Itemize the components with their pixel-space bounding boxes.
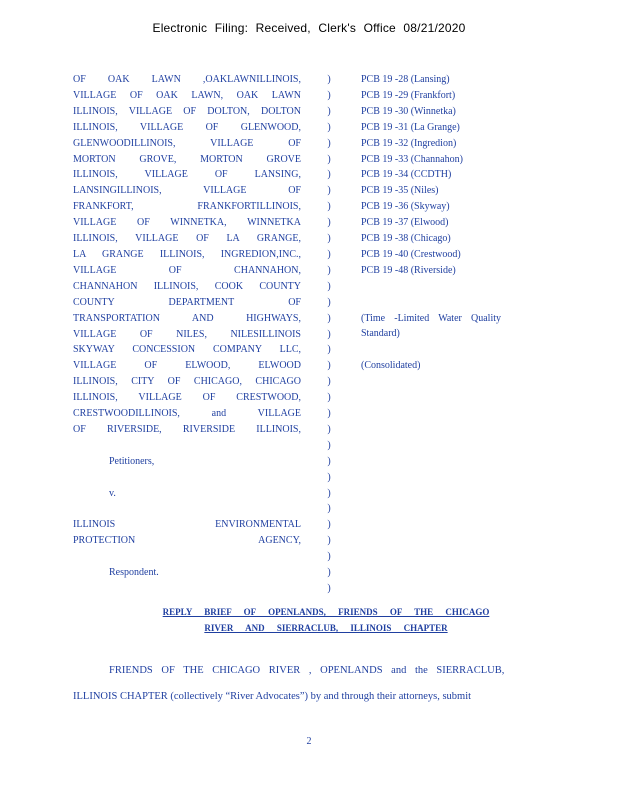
caption-paren: ) [327, 169, 331, 181]
caption-line: TRANSPORTATION AND HIGHWAYS, [73, 312, 301, 324]
case-number: PCB 19 -37 (Elwood) [361, 217, 449, 229]
respondent-name-line: ILLINOIS ENVIRONMENTAL [73, 519, 301, 531]
caption-line: ILLINOIS, VILLAGE OF LA GRANGE, [73, 233, 301, 245]
case-number: PCB 19 -28 (Lansing) [361, 74, 450, 85]
case-caption-parties [73, 72, 301, 581]
caption-paren: ) [327, 89, 331, 101]
petitioners-label: Petitioners, [109, 455, 155, 467]
caption-line: OF RIVERSIDE, RIVERSIDE ILLINOIS, [73, 423, 301, 435]
versus-label: v. [109, 487, 116, 499]
caption-line: LANSINGILLINOIS, VILLAGE OF [73, 185, 301, 197]
caption-paren: ) [327, 567, 331, 579]
case-number: PCB 19 -40 (Crestwood) [361, 248, 461, 260]
paragraph-first-line: FRIENDS OF THE CHICAGO RIVER , OPENLANDS and the SIERRACLUB, [109, 665, 505, 676]
caption-paren: ) [327, 121, 331, 133]
caption-line: ILLINOIS, VILLAGE OF LANSING, [73, 169, 301, 181]
caption-paren: ) [327, 153, 331, 165]
caption-paren: ) [327, 583, 331, 594]
case-number: PCB 19 -36 (Skyway) [361, 201, 450, 213]
caption-paren: ) [327, 233, 331, 245]
caption-line: VILLAGE OF CHANNAHON, [73, 264, 301, 276]
caption-paren: ) [327, 312, 331, 324]
page-number: 2 [306, 736, 312, 747]
caption-paren: ) [327, 408, 331, 420]
title-line-2: RIVER AND SIERRACLUB, ILLINOIS CHAPTER [204, 623, 448, 633]
caption-paren: ) [327, 471, 331, 483]
caption-line: ILLINOIS, CITY OF CHICAGO, CHICAGO [73, 376, 301, 388]
caption-paren: ) [327, 503, 331, 515]
caption-line: LA GRANGE ILLINOIS, INGREDION,INC., [73, 248, 301, 260]
caption-paren: ) [327, 519, 331, 531]
document-title [152, 604, 500, 636]
caption-line: FRANKFORT, FRANKFORTILLINOIS, [73, 201, 301, 213]
title-line-1: REPLY BRIEF OF OPENLANDS, FRIENDS OF THE CHICAGO [162, 607, 490, 617]
body-paragraph [73, 658, 533, 710]
caption-line: OF OAK LAWN ,OAKLAWNILLINOIS, [73, 74, 301, 85]
caption-paren: ) [327, 376, 331, 388]
caption-line: CHANNAHON ILLINOIS, COOK COUNTY [73, 280, 301, 292]
case-number: PCB 19 -35 (Niles) [361, 185, 439, 197]
caption-line: GLENWOODILLINOIS, VILLAGE OF [73, 137, 301, 149]
caption-paren: ) [327, 455, 331, 467]
caption-line: VILLAGE OF ELWOOD, ELWOOD [73, 360, 301, 372]
caption-paren: ) [327, 201, 331, 213]
caption-paren: ) [327, 423, 331, 435]
caption-paren: ) [327, 185, 331, 197]
case-number: PCB 19 -29 (Frankfort) [361, 89, 456, 101]
respondent-name-line: PROTECTION AGENCY, [73, 535, 301, 547]
caption-paren: ) [327, 74, 331, 85]
case-number: PCB 19 -33 (Channahon) [361, 153, 463, 165]
electronic-filing-header: Electronic Filing: Received, Clerk's Office 08/21/2020 [152, 21, 466, 35]
caption-paren: ) [327, 248, 331, 260]
caption-paren: ) [327, 264, 331, 276]
case-number: PCB 19 -31 (La Grange) [361, 121, 460, 133]
caption-line: ILLINOIS, VILLAGE OF DOLTON, DOLTON [73, 105, 301, 117]
caption-line: COUNTY DEPARTMENT OF [73, 296, 301, 308]
case-number: PCB 19 -30 (Winnetka) [361, 105, 456, 117]
standard-note: (Time -Limited Water Quality Standard) [361, 312, 501, 340]
caption-line: CRESTWOODILLINOIS, and VILLAGE [73, 408, 301, 420]
caption-paren: ) [327, 439, 331, 451]
caption-paren: ) [327, 296, 331, 308]
caption-paren: ) [327, 360, 331, 372]
caption-line: ILLINOIS, VILLAGE OF CRESTWOOD, [73, 392, 301, 404]
case-number: PCB 19 -32 (Ingredion) [361, 137, 457, 149]
caption-paren: ) [327, 217, 331, 229]
caption-paren: ) [327, 137, 331, 149]
caption-line: MORTON GROVE, MORTON GROVE [73, 153, 301, 165]
caption-paren: ) [327, 487, 331, 499]
caption-paren: ) [327, 105, 331, 117]
paragraph-second-line: ILLINOIS CHAPTER (collectively “River Advocates”) by and through their attorneys, submit [73, 691, 472, 702]
caption-line: VILLAGE OF OAK LAWN, OAK LAWN [73, 89, 301, 101]
caption-line: SKYWAY CONCESSION COMPANY LLC, [73, 344, 301, 356]
caption-paren: ) [327, 280, 331, 292]
caption-paren: ) [327, 535, 331, 547]
case-number: PCB 19 -38 (Chicago) [361, 233, 451, 245]
case-number: PCB 19 -34 (CCDTH) [361, 169, 452, 181]
respondent-label: Respondent. [109, 567, 159, 579]
caption-line: VILLAGE OF WINNETKA, WINNETKA [73, 217, 301, 229]
caption-paren-column [325, 72, 333, 597]
caption-paren: ) [327, 344, 331, 356]
caption-line: VILLAGE OF NILES, NILESILLINOIS [73, 328, 301, 340]
case-number: PCB 19 -48 (Riverside) [361, 264, 456, 276]
caption-paren: ) [327, 328, 331, 340]
caption-paren: ) [327, 392, 331, 404]
consolidated-note: (Consolidated) [361, 360, 421, 372]
caption-line: ILLINOIS, VILLAGE OF GLENWOOD, [73, 121, 301, 133]
caption-paren: ) [327, 551, 331, 563]
case-numbers-column [361, 72, 501, 374]
